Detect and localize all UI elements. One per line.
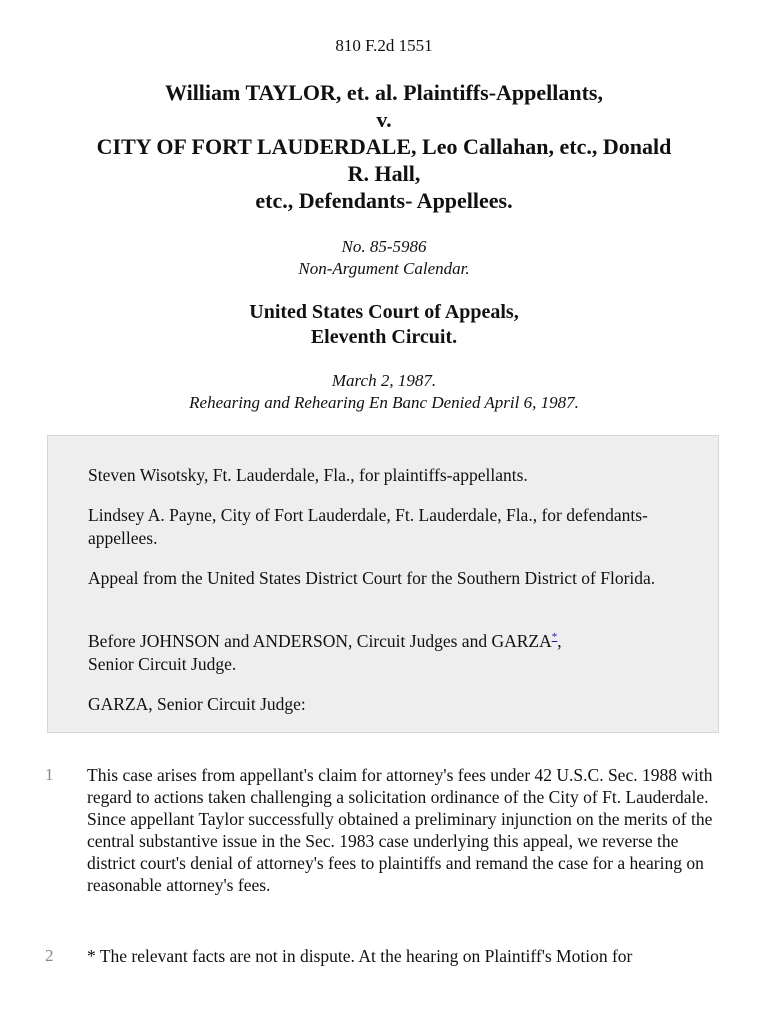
rehearing-date: Rehearing and Rehearing En Banc Denied April 6, 1987. [189, 393, 579, 412]
paragraph-number: 2 [45, 946, 54, 965]
docket-info [0, 236, 768, 280]
calendar-type: Non-Argument Calendar. [298, 259, 470, 278]
appeal-from: Appeal from the United States District Court for the Southern District of Florida. [88, 568, 656, 588]
paragraph-text: * The relevant facts are not in dispute. At the hearing on Plaintiff's Motion for [87, 946, 633, 966]
counsel-defendants: Lindsey A. Payne, City of Fort Lauderdale, Ft. Lauderdale, Fla., for defendants-appellees. [88, 505, 648, 548]
decision-dates [0, 370, 768, 414]
court-name [0, 300, 768, 350]
title-defendants-line2: R. Hall, [347, 161, 421, 186]
court-name-line1: United States Court of Appeals, [249, 301, 519, 323]
panel-judges-text: Before JOHNSON and ANDERSON, Circuit Judges and GARZA [88, 631, 552, 651]
panel-judges-line2: Senior Circuit Judge. [88, 654, 237, 674]
paragraph-number: 1 [45, 765, 54, 784]
title-defendants-line3: etc., Defendants- Appellees. [255, 188, 513, 213]
decision-date: March 2, 1987. [331, 371, 437, 390]
case-citation: 810 F.2d 1551 [335, 36, 433, 55]
title-plaintiffs: William TAYLOR, et. al. Plaintiffs-Appellants, [164, 80, 603, 105]
paragraph-text: This case arises from appellant's claim for attorney's fees under 42 U.S.C. Sec. 1988 with regard to actions taken challenging a solicitation ordinance of the City of Ft. Lauderdale. Since appellant Taylor successfully obtained a preliminary injunction on the merits of the central substantive issue in the Sec. 1983 case underlying this appeal, we reverse the district court's denial of attorney's fees to plaintiffs and remand the case for a hearing on reasonable attorney's fees. [87, 765, 713, 895]
footnote-link[interactable]: * [551, 631, 558, 644]
panel-judges-comma: , [557, 631, 562, 651]
title-versus: v. [376, 107, 392, 132]
docket-number: No. 85-5986 [341, 237, 427, 256]
opinion-header-box [47, 435, 719, 733]
opinion-author: GARZA, Senior Circuit Judge: [88, 694, 306, 714]
court-name-line2: Eleventh Circuit. [310, 326, 458, 348]
counsel-plaintiffs: Steven Wisotsky, Ft. Lauderdale, Fla., for plaintiffs-appellants. [88, 465, 528, 485]
panel-judges [88, 630, 688, 676]
case-title [0, 79, 768, 214]
title-defendants-line1: CITY OF FORT LAUDERDALE, Leo Callahan, etc., Donald [96, 134, 672, 159]
